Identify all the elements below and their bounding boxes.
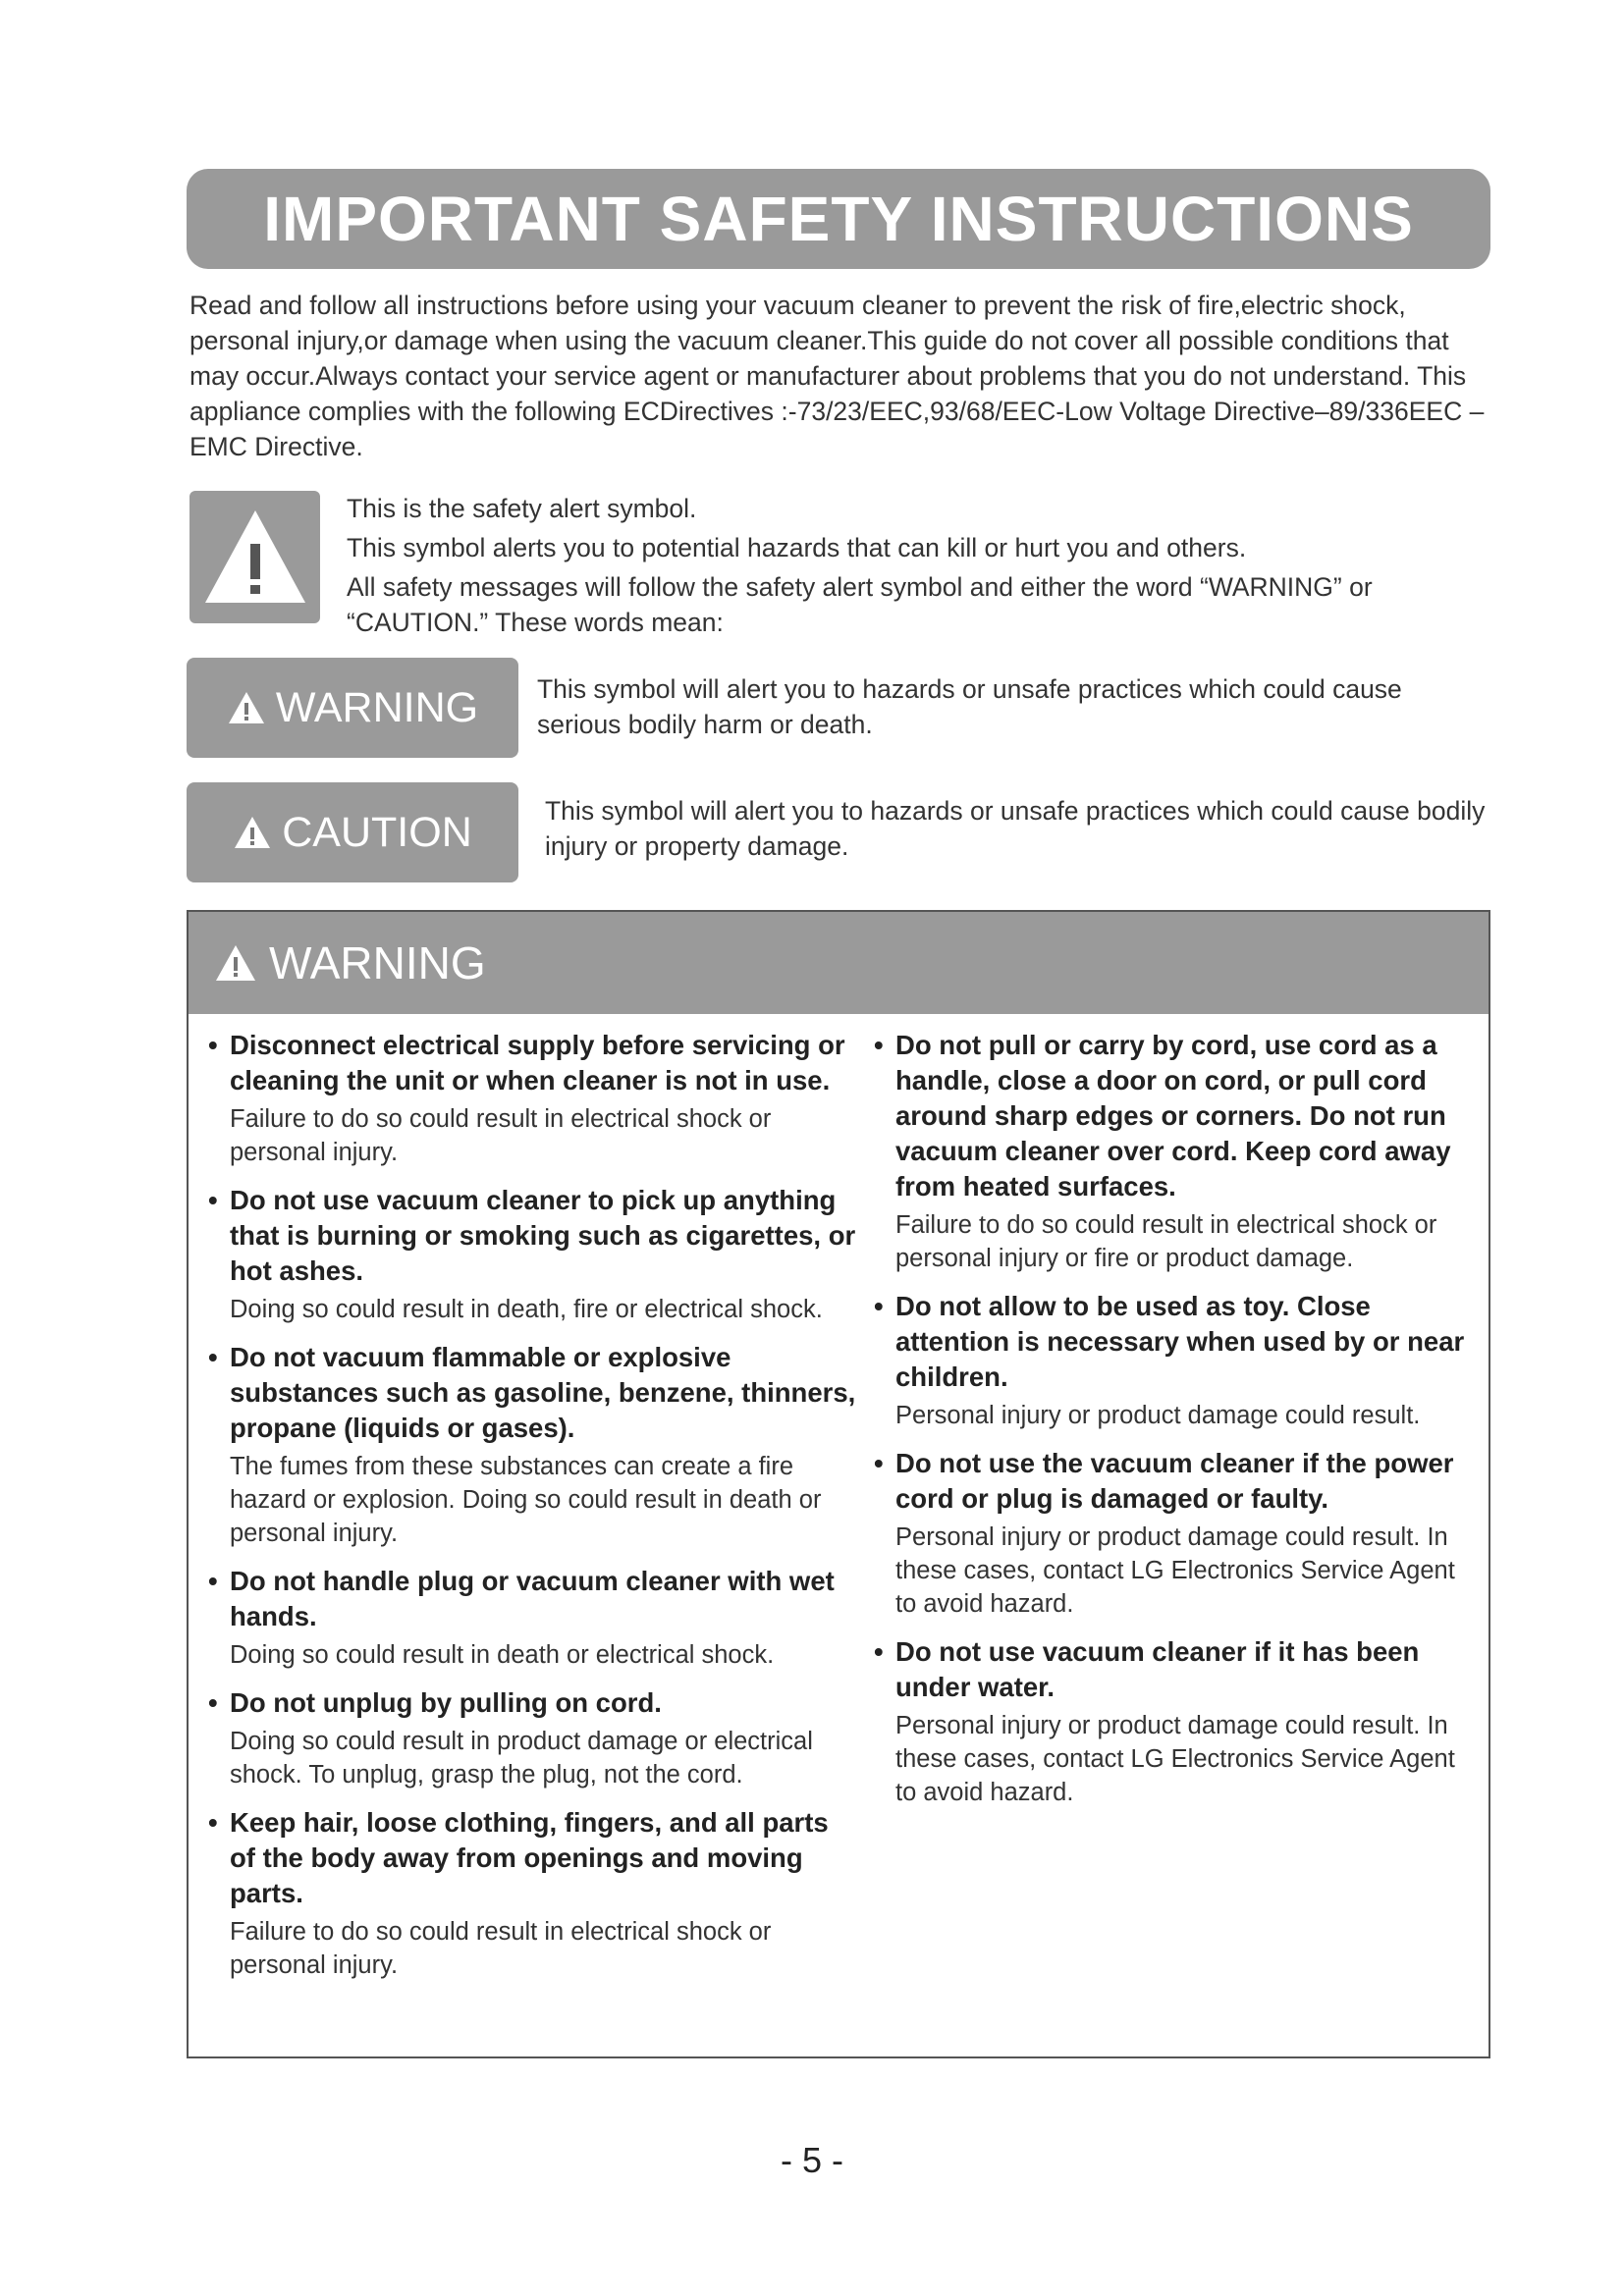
warning-item-desc: Doing so could result in product damage or electrical shock. To unplug, grasp the plug, not the cord. [230, 1728, 813, 1789]
warning-item [208, 1805, 856, 1982]
warning-item-title: Do not pull or carry by cord, use cord as a handle, close a door on cord, or pull cord around sharp edges or corners. Do not run vacuum cleaner over cord. Keep cord away from heated surfaces. [895, 1030, 1451, 1201]
warning-item [874, 1446, 1473, 1621]
bullet: • [208, 1030, 218, 1060]
alert-symbol-explanation [347, 491, 1495, 640]
bullet: • [874, 1291, 884, 1321]
warning-item-title: Do not unplug by pulling on cord. [230, 1687, 662, 1718]
warning-item [874, 1289, 1473, 1432]
bullet: • [208, 1566, 218, 1596]
bullet: • [208, 1687, 218, 1718]
warning-item-desc: Doing so could result in death, fire or electrical shock. [230, 1296, 823, 1323]
warning-item [208, 1564, 856, 1672]
warning-item [208, 1340, 856, 1550]
warning-item-title: Keep hair, loose clothing, fingers, and all parts of the body away from openings and moving parts. [230, 1807, 829, 1908]
alert-line: This symbol alerts you to potential hazards that can kill or hurt you and others. [347, 533, 1247, 562]
safety-alert-symbol [189, 491, 320, 623]
warning-item-title: Do not use vacuum cleaner if it has been under water. [895, 1636, 1420, 1702]
bullet: • [208, 1342, 218, 1372]
warning-triangle-icon [214, 943, 257, 983]
warning-item-desc: The fumes from these substances can create a fire hazard or explosion. Doing so could result in death or personal injury. [230, 1453, 822, 1547]
warning-triangle-icon [227, 690, 266, 725]
warning-triangle-icon [201, 505, 309, 611]
bullet: • [208, 1807, 218, 1838]
page-title: IMPORTANT SAFETY INSTRUCTIONS [263, 184, 1414, 254]
bullet: • [208, 1185, 218, 1215]
warning-item-desc: Personal injury or product damage could result. In these cases, contact LG Electronics Service Agent to avoid hazard. [895, 1712, 1455, 1806]
warning-item-title: Do not allow to be used as toy. Close attention is necessary when used by or near children. [895, 1291, 1465, 1392]
warning-item-title: Do not vacuum flammable or explosive substances such as gasoline, benzene, thinners, propane (liquids or gases). [230, 1342, 856, 1443]
caution-label-box [187, 782, 518, 882]
warning-item-title: Do not handle plug or vacuum cleaner with wet hands. [230, 1566, 835, 1631]
warning-item-desc: Failure to do so could result in electrical shock or personal injury. [230, 1918, 772, 1979]
warning-item-title: Do not use the vacuum cleaner if the power cord or plug is damaged or faulty. [895, 1448, 1454, 1514]
warning-item [208, 1685, 856, 1791]
caution-label-text: CAUTION [282, 808, 472, 856]
warning-item [874, 1634, 1473, 1809]
warning-column-right [874, 1028, 1473, 1823]
warning-item [208, 1183, 856, 1326]
alert-line: This is the safety alert symbol. [347, 494, 697, 523]
warning-item-desc: Failure to do so could result in electrical shock or personal injury or fire or product damage. [895, 1211, 1437, 1272]
page-number: - 5 - [780, 2140, 843, 2180]
warning-panel-title: WARNING [269, 937, 486, 988]
warning-panel [187, 910, 1490, 2058]
warning-item-desc: Doing so could result in death or electrical shock. [230, 1641, 775, 1669]
bullet: • [874, 1030, 884, 1060]
warning-panel-header [189, 912, 1489, 1014]
warning-item [208, 1028, 856, 1169]
warning-item [874, 1028, 1473, 1275]
bullet: • [874, 1448, 884, 1478]
alert-line: All safety messages will follow the safety alert symbol and either the word “WARNING” or “CAUTION.” These words mean: [347, 572, 1373, 637]
warning-label-description: This symbol will alert you to hazards or unsafe practices which could cause serious bodily harm or death. [537, 674, 1402, 739]
warning-item-title: Disconnect electrical supply before servicing or cleaning the unit or when cleaner is not in use. [230, 1030, 845, 1095]
bullet: • [874, 1636, 884, 1667]
warning-label-box [187, 658, 518, 758]
warning-item-desc: Personal injury or product damage could result. [895, 1402, 1421, 1429]
warning-column-left [208, 1028, 856, 1996]
warning-item-desc: Failure to do so could result in electrical shock or personal injury. [230, 1105, 772, 1166]
warning-item-title: Do not use vacuum cleaner to pick up anything that is burning or smoking such as cigarettes, or hot ashes. [230, 1185, 856, 1286]
title-banner [187, 169, 1490, 269]
warning-triangle-icon [233, 815, 272, 850]
caution-label-description: This symbol will alert you to hazards or unsafe practices which could cause bodily injury or property damage. [545, 796, 1486, 861]
intro-paragraph: Read and follow all instructions before using your vacuum cleaner to prevent the risk of fire,electric shock, personal injury,or damage when using the vacuum cleaner.This guide do not cover all possible conditions that may occur.Always contact your service agent or manufacturer about problems that you do not understand. This appliance complies with the following ECDirectives :-73/23/EEC,93/68/EEC-Low Voltage Directive–89/336EEC –EMC Directive. [189, 291, 1485, 461]
warning-item-desc: Personal injury or product damage could result. In these cases, contact LG Electronics Service Agent to avoid hazard. [895, 1523, 1455, 1618]
warning-label-text: WARNING [275, 683, 479, 731]
